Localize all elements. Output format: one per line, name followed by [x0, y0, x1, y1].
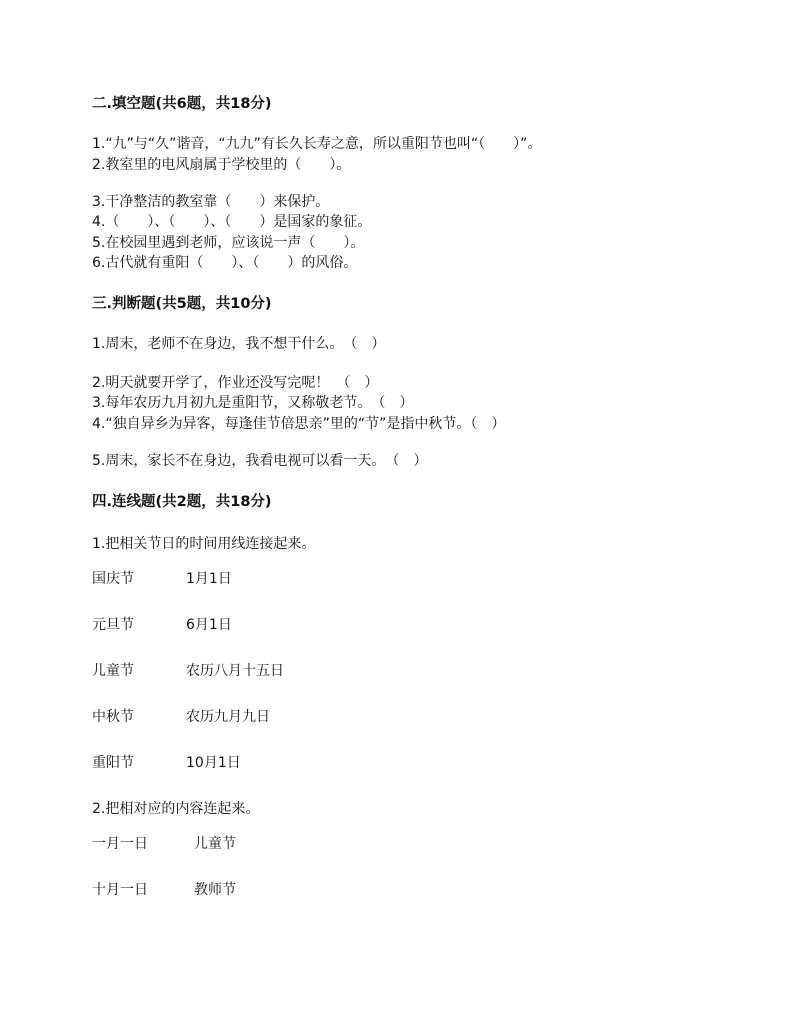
fill-in-question-2: 2.教室里的电风扇属于学校里的（ ）。: [92, 157, 351, 173]
match-right-item: 儿童节: [194, 836, 236, 852]
section-heading-true-false: 三.判断题(共5题，共10分): [92, 296, 272, 312]
fill-in-question-6: 6.古代就有重阳（ ）、（ ）的风俗。: [92, 255, 358, 271]
match-left-item: 国庆节: [92, 571, 134, 587]
match-left-item: 十月一日: [92, 882, 148, 898]
true-false-question-1: 1.周末，老师不在身边，我不想干什么。 （ ）: [92, 336, 386, 352]
true-false-question-5: 5.周末，家长不在身边，我看电视可以看一天。 （ ）: [92, 453, 428, 469]
true-false-question-3: 3.每年农历九月初九是重阳节，又称敬老节。 （ ）: [92, 395, 414, 411]
match-left-item: 元旦节: [92, 617, 134, 633]
matching-prompt-1: 1.把相关节日的时间用线连接起来。: [92, 536, 316, 552]
match-left-item: 一月一日: [92, 836, 148, 852]
match-left-item: 儿童节: [92, 663, 134, 679]
section-heading-matching: 四.连线题(共2题，共18分): [92, 494, 272, 510]
match-right-item: 农历八月十五日: [186, 663, 284, 679]
match-right-item: 1月1日: [186, 571, 232, 587]
true-false-question-4: 4.“独自异乡为异客，每逢佳节倍思亲”里的“节”是指中秋节。（ ）: [92, 416, 506, 432]
match-left-item: 重阳节: [92, 755, 134, 771]
fill-in-question-3: 3.干净整洁的教室靠（ ）来保护。: [92, 194, 330, 210]
fill-in-question-4: 4.（ ）、（ ）、（ ）是国家的象征。: [92, 214, 372, 230]
match-right-item: 10月1日: [186, 755, 241, 771]
section-heading-fill-in: 二.填空题(共6题，共18分): [92, 96, 272, 112]
match-right-item: 教师节: [194, 882, 236, 898]
fill-in-question-1: 1.“九”与“久”谐音，“九九”有长久长寿之意，所以重阳节也叫“（ ）”。: [92, 136, 542, 152]
match-right-item: 6月1日: [186, 617, 232, 633]
true-false-question-2: 2.明天就要开学了，作业还没写完呢！ （ ）: [92, 375, 379, 391]
fill-in-question-5: 5.在校园里遇到老师，应该说一声（ ）。: [92, 235, 365, 251]
matching-prompt-2: 2.把相对应的内容连起来。: [92, 801, 260, 817]
match-right-item: 农历九月九日: [186, 709, 270, 725]
match-left-item: 中秋节: [92, 709, 134, 725]
